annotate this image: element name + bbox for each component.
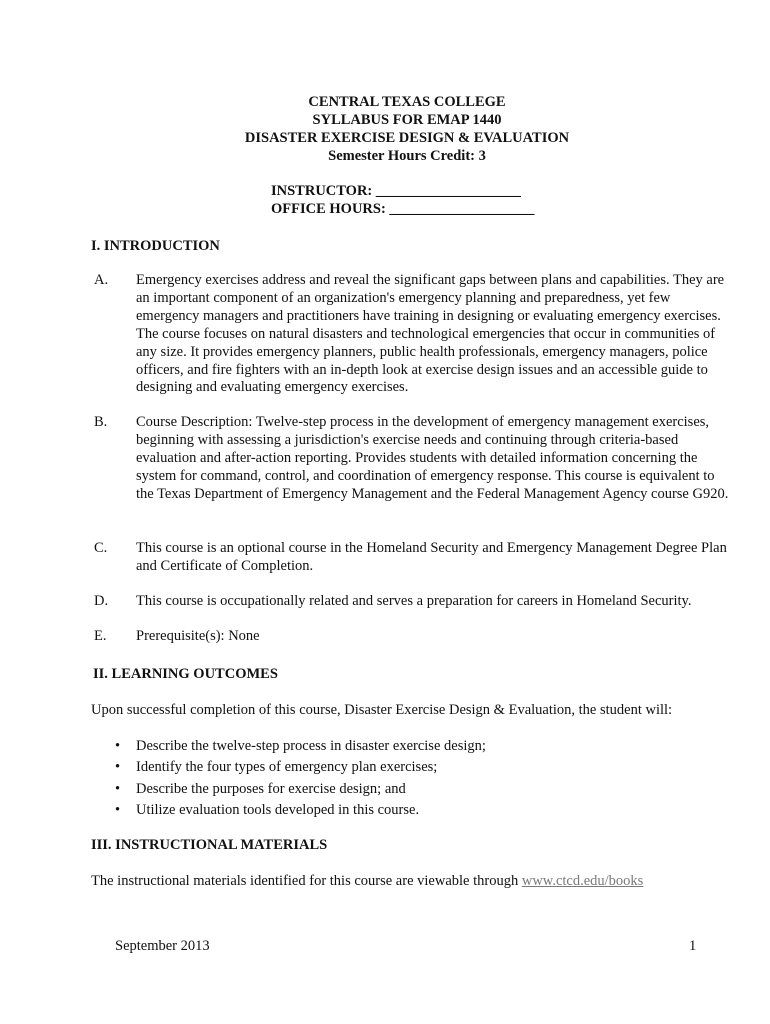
- intro-item-c: [94, 540, 735, 576]
- syllabus-title: SYLLABUS FOR EMAP 1440: [312, 112, 502, 128]
- bullet-icon: •: [115, 738, 121, 754]
- books-link[interactable]: www.ctcd.edu/books: [521, 873, 644, 889]
- office-hours-line: OFFICE HOURS: ____________________: [271, 201, 535, 217]
- list-item: [91, 800, 486, 821]
- item-label: D.: [94, 593, 109, 609]
- instructional-materials-heading: III. INSTRUCTIONAL MATERIALS: [91, 837, 328, 853]
- list-item-text: Identify the four types of emergency plan exercises;: [136, 759, 438, 776]
- intro-item-b: [94, 414, 735, 504]
- bullet-icon: •: [115, 780, 121, 797]
- instructor-line: INSTRUCTOR: ____________________: [271, 183, 521, 199]
- learning-outcomes-intro: Upon successful completion of this course, Disaster Exercise Design & Evaluation, the student will:: [91, 702, 673, 718]
- list-item-text: Describe the purposes for exercise design; and: [136, 780, 406, 797]
- footer-date: September 2013: [115, 938, 210, 954]
- list-item: [91, 779, 486, 800]
- page-number: 1: [689, 938, 697, 954]
- item-text: This course is occupationally related and serves a preparation for careers in Homeland Security.: [136, 593, 692, 609]
- item-text: Emergency exercises address and reveal the significant gaps between plans and capabilities. They are an important component of an organization's emergency planning and preparedness, yet few emergency managers and practitioners have training in designing or evaluating emergency exercises. The course focuses on natural disasters and technological emergencies that occur in communities of any size. It provides emergency planners, public health professionals, emergency managers, police officers, and fire fighters with an in-depth look at exercise design issues and an accessible guide to designing and evaluating emergency exercises.: [136, 272, 725, 396]
- instructional-materials-text: [91, 872, 731, 890]
- item-label: E.: [94, 628, 107, 644]
- item-label: B.: [94, 414, 108, 430]
- introduction-heading: I. INTRODUCTION: [91, 238, 220, 254]
- learning-outcomes-heading: II. LEARNING OUTCOMES: [93, 666, 278, 682]
- intro-item-a: [94, 272, 735, 397]
- item-text: This course is an optional course in the Homeland Security and Emergency Management Degree Plan and Certificate of Completion.: [136, 540, 727, 574]
- item-text: Course Description: Twelve-step process in the development of emergency management exercises, beginning with assessing a jurisdiction's exercise needs and continuing through criteria-based evaluation and after-action reporting. Provides students with detailed information concerning the system for command, control, and coordination of emergency response. This course is equivalent to the Texas Department of Emergency Management and the Federal Management Agency course G920.: [136, 414, 729, 502]
- item-text: Prerequisite(s): None: [136, 628, 260, 644]
- bullet-icon: •: [115, 801, 121, 818]
- semester-credit: Semester Hours Credit: 3: [328, 148, 486, 164]
- list-item-text: Describe the twelve-step process in disaster exercise design;: [136, 738, 486, 754]
- materials-sentence: The instructional materials identified for this course are viewable through: [91, 873, 519, 889]
- intro-item-d: [94, 593, 735, 611]
- course-title: DISASTER EXERCISE DESIGN & EVALUATION: [244, 130, 570, 146]
- document-header: [0, 93, 770, 165]
- intro-item-e: [94, 628, 735, 646]
- list-item-text: Utilize evaluation tools developed in this course.: [136, 801, 420, 818]
- instructor-block: [271, 182, 534, 218]
- item-label: C.: [94, 540, 108, 556]
- list-item: [91, 757, 486, 778]
- item-label: A.: [94, 272, 109, 288]
- bullet-icon: •: [115, 759, 121, 776]
- college-name: CENTRAL TEXAS COLLEGE: [308, 94, 506, 110]
- list-item: [91, 736, 486, 757]
- learning-outcomes-list: [91, 736, 486, 821]
